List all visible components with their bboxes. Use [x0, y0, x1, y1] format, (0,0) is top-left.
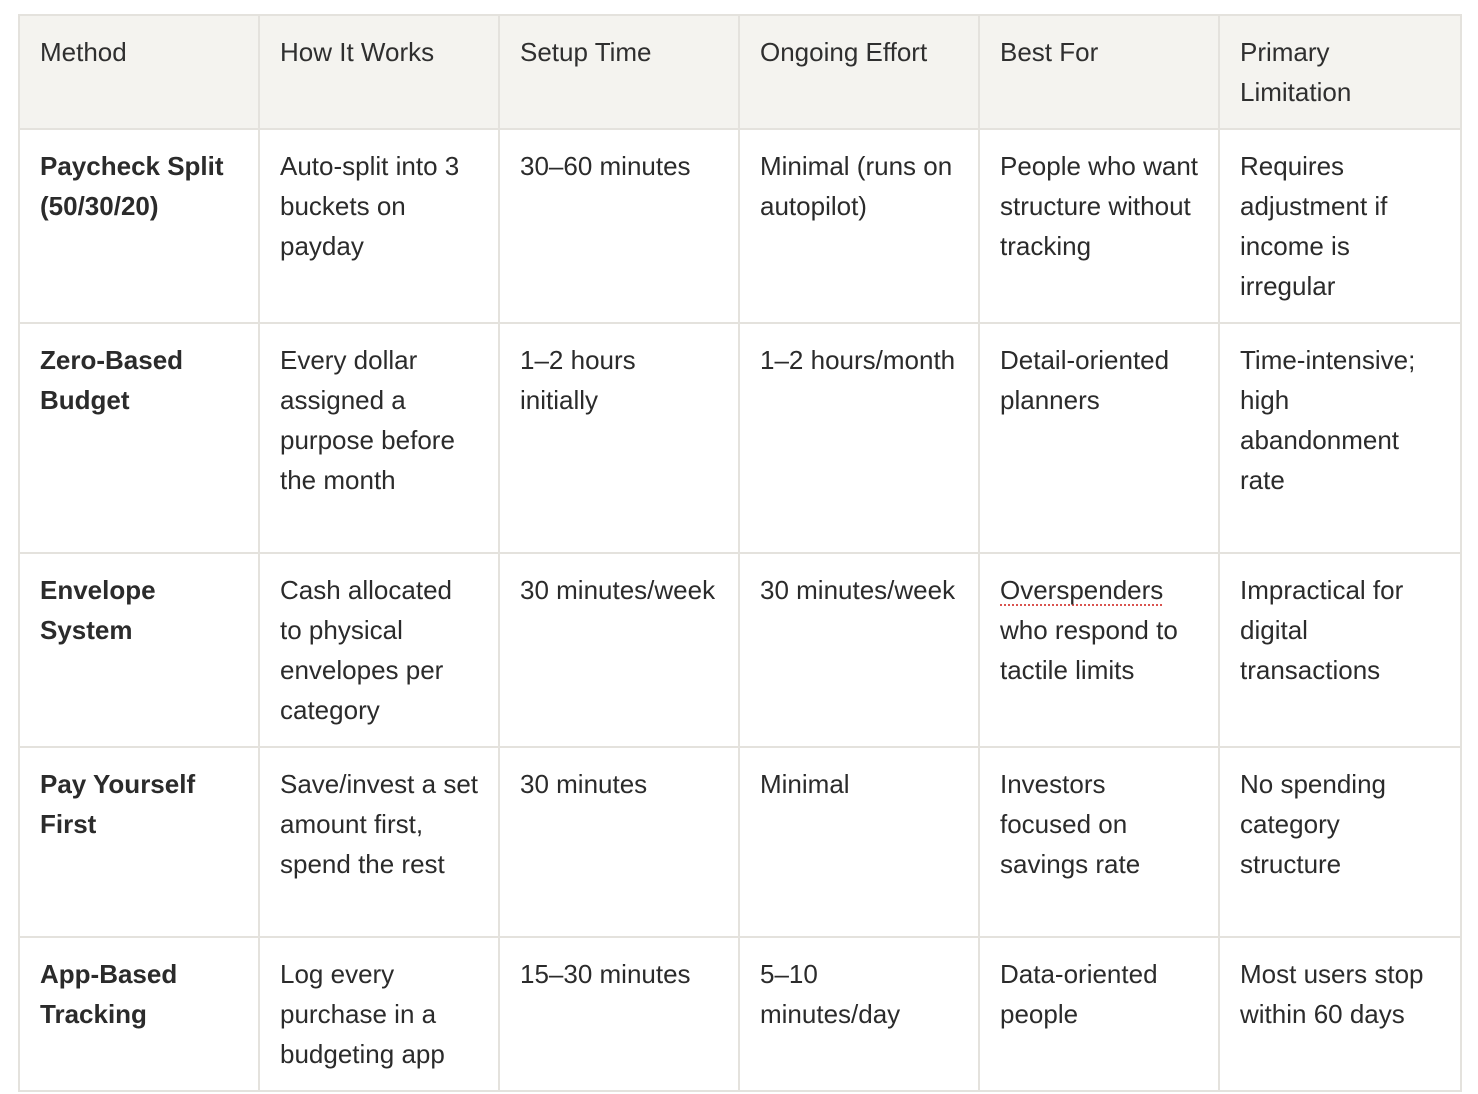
ongoing-effort-cell: Minimal (runs on autopilot) [739, 129, 979, 323]
header-ongoing-effort: Ongoing Effort [739, 15, 979, 129]
method-cell: Zero-Based Budget [19, 323, 259, 553]
how-it-works-cell: Save/invest a set amount first, spend the rest [259, 747, 499, 937]
method-cell: Envelope System [19, 553, 259, 747]
method-cell: Pay Yourself First [19, 747, 259, 937]
how-it-works-cell: Every dollar assigned a purpose before the month [259, 323, 499, 553]
table-row [19, 937, 1461, 1091]
limitation-cell: Most users stop within 60 days [1219, 937, 1461, 1091]
limitation-cell: Impractical for digital transactions [1219, 553, 1461, 747]
setup-time-cell: 30–60 minutes [499, 129, 739, 323]
limitation-cell: Requires adjustment if income is irregular [1219, 129, 1461, 323]
header-setup-time: Setup Time [499, 15, 739, 129]
spellcheck-flagged-word[interactable]: Overspenders [1000, 575, 1164, 605]
ongoing-effort-cell: Minimal [739, 747, 979, 937]
header-row [19, 15, 1461, 129]
best-for-text: who respond to tactile limits [1000, 615, 1178, 685]
budget-methods-table [18, 14, 1462, 1092]
ongoing-effort-cell: 30 minutes/week [739, 553, 979, 747]
ongoing-effort-cell: 5–10 minutes/day [739, 937, 979, 1091]
setup-time-cell: 1–2 hours initially [499, 323, 739, 553]
how-it-works-cell: Auto-split into 3 buckets on payday [259, 129, 499, 323]
table-row [19, 553, 1461, 747]
setup-time-cell: 15–30 minutes [499, 937, 739, 1091]
table-header [19, 15, 1461, 129]
limitation-cell: No spending category structure [1219, 747, 1461, 937]
header-how-it-works: How It Works [259, 15, 499, 129]
header-best-for: Best For [979, 15, 1219, 129]
table-row [19, 747, 1461, 937]
limitation-cell: Time-intensive; high abandonment rate [1219, 323, 1461, 553]
method-cell: App-Based Tracking [19, 937, 259, 1091]
table-row [19, 129, 1461, 323]
table-body [19, 129, 1461, 1091]
setup-time-cell: 30 minutes [499, 747, 739, 937]
method-cell: Paycheck Split (50/30/20) [19, 129, 259, 323]
table-row [19, 323, 1461, 553]
setup-time-cell: 30 minutes/week [499, 553, 739, 747]
best-for-cell: Detail-oriented planners [979, 323, 1219, 553]
best-for-cell: Data-oriented people [979, 937, 1219, 1091]
header-primary-limitation: Primary Limitation [1219, 15, 1461, 129]
how-it-works-cell: Log every purchase in a budgeting app [259, 937, 499, 1091]
best-for-cell: Investors focused on savings rate [979, 747, 1219, 937]
how-it-works-cell: Cash allocated to physical envelopes per category [259, 553, 499, 747]
header-method: Method [19, 15, 259, 129]
ongoing-effort-cell: 1–2 hours/month [739, 323, 979, 553]
best-for-cell: People who want structure without tracking [979, 129, 1219, 323]
best-for-cell [979, 553, 1219, 747]
